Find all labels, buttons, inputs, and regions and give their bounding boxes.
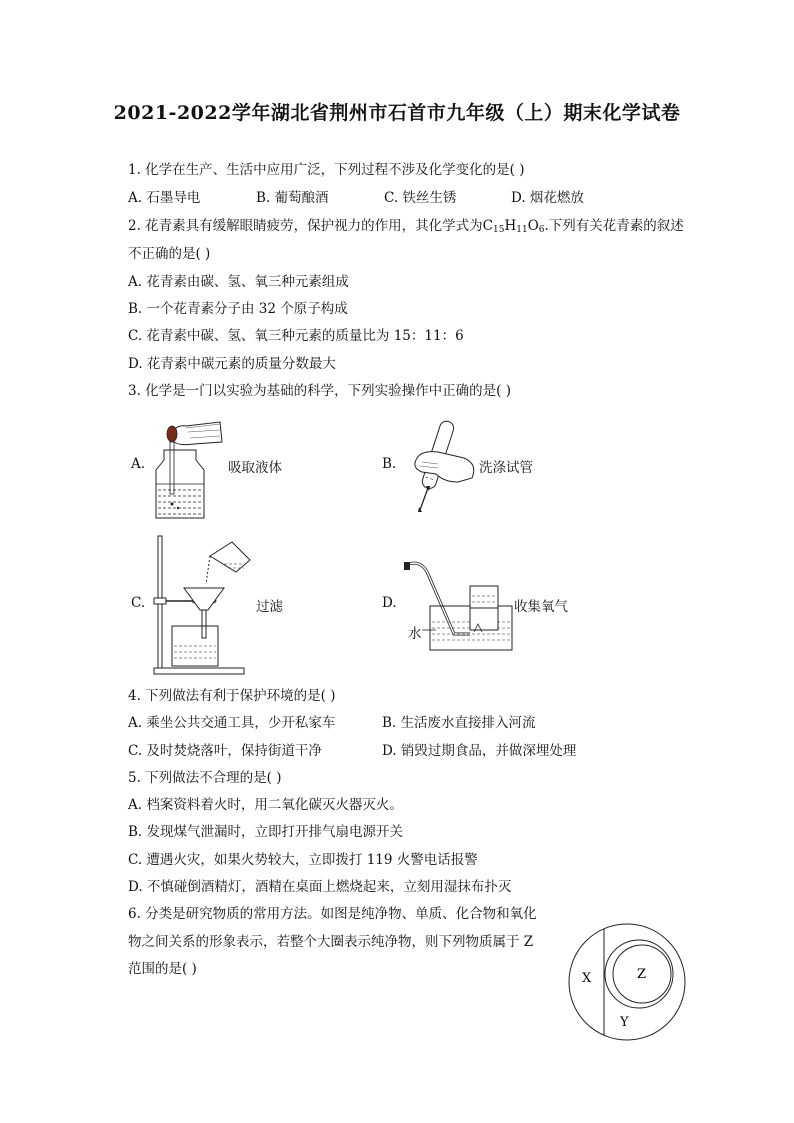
q2-option-b[interactable]: B. 一个花青素分子由 32 个原子构成 [128,301,348,317]
question-1-stem: 1. 化学在生产、生活中应用广泛，下列过程不涉及化学变化的是( ) [128,162,525,178]
q2-option-d[interactable]: D. 花青素中碳元素的质量分数最大 [128,356,336,372]
classification-venn-diagram [565,920,689,1044]
q3-figure-c-letter[interactable]: C. [131,595,146,611]
label-y: Y [620,1015,629,1030]
q2-stem-part2: .下列有关花青素的叙述 [544,218,684,234]
question-4-options-row2 [128,741,728,761]
question-6-stem-line3: 范围的是( ) [128,961,197,977]
label-z: Z [637,967,647,982]
q4-option-a[interactable]: A. 乘坐公共交通工具，少开私家车 [128,715,336,731]
q4-option-b[interactable]: B. 生活废水直接排入河流 [382,715,536,731]
test-tube-washing-figure [398,418,488,514]
q5-option-d[interactable]: D. 不慎碰倒酒精灯，酒精在桌面上燃烧起来，立刻用湿抹布扑灭 [128,879,512,895]
page-title: 2021-2022学年湖北省荆州市石首市九年级（上）期末化学试卷 [113,102,681,124]
question-4-options-row1 [128,713,728,733]
question-1-options [128,188,728,208]
question-2-stem [128,216,684,240]
q3-figure-a-letter[interactable]: A. [131,456,146,472]
q3-figure-d-caption: 收集氧气 [514,599,568,615]
q1-option-a[interactable]: A. 石墨导电 [128,190,201,206]
q5-option-c[interactable]: C. 遭遇火灾，如果火势较大，立即拨打 119 火警电话报警 [128,852,478,868]
question-5-stem: 5. 下列做法不合理的是( ) [128,770,282,786]
q3-figure-b-caption: 洗涤试管 [479,460,533,476]
question-4-stem: 4. 下列做法有利于保护环境的是( ) [128,688,336,704]
q1-option-b[interactable]: B. 葡萄酿酒 [256,190,329,206]
question-6-stem-line2: 物之间关系的形象表示，若整个大圈表示纯净物，则下列物质属于 Z [128,934,534,950]
q4-option-c[interactable]: C. 及时焚烧落叶，保持街道干净 [128,743,322,759]
q3-figure-c-caption: 过滤 [256,599,283,615]
q3-figure-a-caption: 吸取液体 [228,460,282,476]
q2-option-a[interactable]: A. 花青素由碳、氢、氧三种元素组成 [128,274,349,290]
q5-option-a[interactable]: A. 档案资料着火时，用二氧化碳灭火器灭火。 [128,797,403,813]
q1-option-c[interactable]: C. 铁丝生锈 [384,190,457,206]
q1-option-d[interactable]: D. 烟花燃放 [511,190,584,206]
q5-option-b[interactable]: B. 发现煤气泄漏时，立即打开排气扇电源开关 [128,824,404,840]
q2-option-c[interactable]: C. 花青素中碳、氢、氧三种元素的质量比为 15：11：6 [128,328,464,344]
question-3-stem: 3. 化学是一门以实验为基础的科学，下列实验操作中正确的是( ) [128,383,511,399]
question-2-stem-line2: 不正确的是( ) [128,246,211,262]
q4-option-d[interactable]: D. 销毁过期食品，并做深埋处理 [382,743,577,759]
q2-sub-o: 6 [538,225,545,235]
q3-figure-b-letter[interactable]: B. [382,456,397,472]
q2-stem-part1: 2. 花青素具有缓解眼睛疲劳，保护视力的作用，其化学式为C [128,218,494,234]
q2-formula-o: O [527,218,539,234]
q2-sub-c: 15 [493,225,505,235]
label-x: X [582,971,592,986]
q2-formula-h: H [504,218,517,234]
dropper-bottle-figure [150,412,230,522]
filtration-setup-figure [148,534,258,676]
q3-figure-d-letter[interactable]: D. [382,595,397,611]
question-6-stem-line1: 6. 分类是研究物质的常用方法。如图是纯净物、单质、化合物和氧化 [128,906,537,922]
q2-sub-h: 11 [516,225,528,235]
water-label: 水 [408,626,422,642]
